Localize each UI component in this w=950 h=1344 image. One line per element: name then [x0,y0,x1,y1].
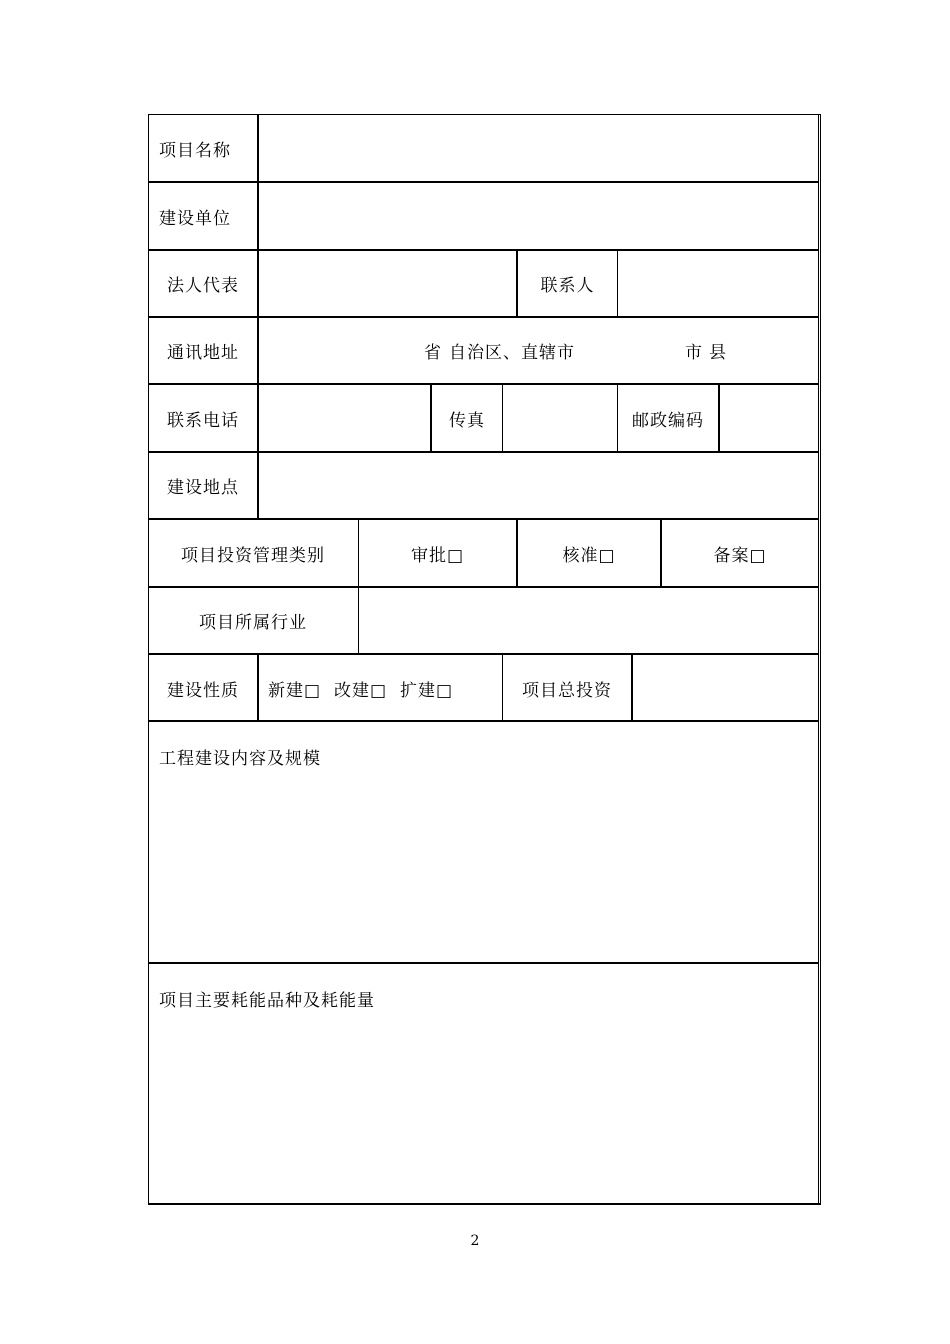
mgmt-option-approval[interactable]: 审批□ [410,546,465,566]
legal-rep-label: 法人代表 [167,276,239,296]
border-right-outer [820,114,821,1205]
industry-label: 项目所属行业 [199,613,307,633]
postcode-field[interactable] [720,385,818,452]
industry-field[interactable] [359,587,818,654]
scope-label: 工程建设内容及规模 [159,749,321,769]
builder-label: 建设单位 [159,208,231,229]
nature-option-expand[interactable]: 扩建□ [400,680,454,701]
project-name-label: 项目名称 [159,140,231,161]
nature-option-new[interactable]: 新建□ [268,680,322,701]
fax-field[interactable] [503,385,617,452]
contact-person-field[interactable] [618,250,818,317]
site-label: 建设地点 [167,478,239,498]
mgmt-option-filing[interactable]: 备案□ [713,546,767,566]
address-province: 省 [424,343,442,363]
legal-rep-field[interactable] [259,250,516,317]
address-county: 县 [709,343,727,363]
total-investment-label: 项目总投资 [522,680,612,701]
address-city: 市 [685,343,703,363]
postcode-label: 邮政编码 [632,411,704,431]
nature-options [259,655,502,721]
scope-section[interactable] [148,722,818,962]
mgmt-option-verification[interactable]: 核准□ [562,546,616,566]
project-filing-form [148,114,821,1205]
page-number: 2 [470,1233,480,1249]
fax-label: 传真 [449,411,485,431]
address-autonomous-region: 自治区、直辖市 [449,343,575,363]
builder-field[interactable] [259,182,818,250]
energy-label: 项目主要耗能品种及耗能量 [159,991,375,1011]
site-field[interactable] [259,452,818,519]
contact-person-label: 联系人 [540,276,595,296]
border-right-inner [818,114,819,1205]
phone-label: 联系电话 [167,411,239,431]
mgmt-type-label: 项目投资管理类别 [181,546,325,566]
nature-option-rebuild[interactable]: 改建□ [334,680,388,701]
project-name-field[interactable] [259,114,818,182]
address-label: 通讯地址 [167,343,239,363]
nature-label: 建设性质 [167,680,239,701]
phone-field[interactable] [259,385,430,452]
energy-section[interactable] [148,964,818,1203]
border-bottom [148,1203,821,1205]
address-field[interactable] [259,317,818,384]
total-investment-field[interactable] [633,655,818,721]
